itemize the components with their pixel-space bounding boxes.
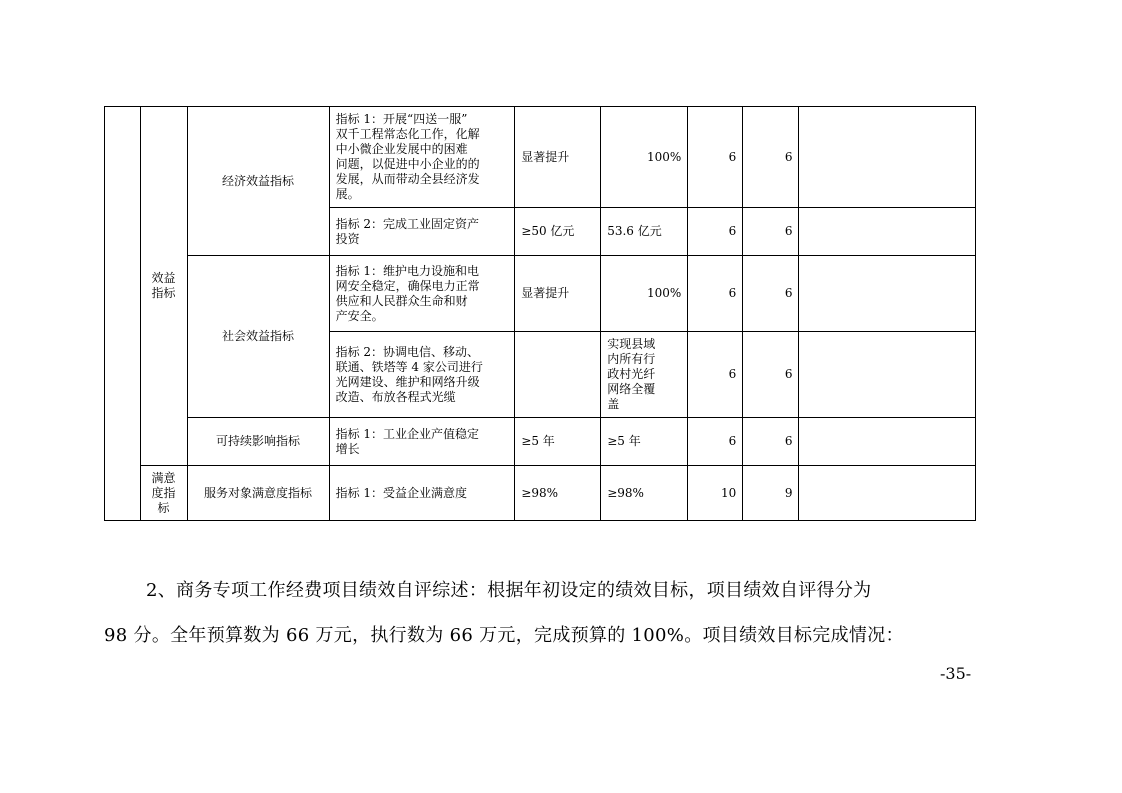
actual-value: 53.6 亿元 — [601, 208, 688, 256]
target-value: 显著提升 — [515, 256, 601, 332]
indicator-text: 指标 2：协调电信、移动、 联通、铁塔等 4 家公司进行 光网建设、维护和网络升级 改造、布放各程式光缆 — [329, 332, 515, 418]
indicator-text: 指标 1：工业企业产值稳定 增长 — [329, 418, 515, 466]
sub-indicator-satisfaction: 服务对象满意度指标 — [187, 466, 329, 521]
weight-value: 6 — [688, 418, 743, 466]
table-row — [105, 107, 976, 208]
target-value: ≥50 亿元 — [515, 208, 601, 256]
target-value: 显著提升 — [515, 107, 601, 208]
weight-value: 6 — [688, 332, 743, 418]
category-satisfaction: 满意 度指 标 — [140, 466, 187, 521]
indicator-text: 指标 1：维护电力设施和电 网安全稳定，确保电力正常 供应和人民群众生命和财 产安全。 — [329, 256, 515, 332]
indicator-text: 指标 1：受益企业满意度 — [329, 466, 515, 521]
actual-value: 100% — [601, 256, 688, 332]
indicator-text: 指标 1：开展“四送一服” 双千工程常态化工作，化解 中小微企业发展中的困难 问题，以促进中小企业的的 发展，从而带动全县经济发 展。 — [329, 107, 515, 208]
summary-paragraph-line-2: 98 分。全年预算数为 66 万元，执行数为 66 万元，完成预算的 100%。项目绩效目标完成情况： — [104, 625, 904, 646]
score-value: 6 — [743, 418, 799, 466]
sub-indicator-social: 社会效益指标 — [187, 256, 329, 418]
score-value: 6 — [743, 208, 799, 256]
target-value: ≥5 年 — [515, 418, 601, 466]
score-value: 6 — [743, 107, 799, 208]
weight-value: 6 — [688, 208, 743, 256]
outer-blank-cell — [105, 107, 141, 521]
sub-indicator-sustainable: 可持续影响指标 — [187, 418, 329, 466]
indicator-text: 指标 2：完成工业固定资产 投资 — [329, 208, 515, 256]
performance-table — [104, 106, 976, 521]
page-number: -35- — [940, 664, 972, 683]
note-cell — [799, 332, 976, 418]
actual-value: 实现县域 内所有行 政村光纤 网络全覆 盖 — [601, 332, 688, 418]
weight-value: 10 — [688, 466, 743, 521]
weight-value: 6 — [688, 107, 743, 208]
actual-value: ≥98% — [601, 466, 688, 521]
actual-value: ≥5 年 — [601, 418, 688, 466]
category-benefit: 效益 指标 — [140, 107, 187, 466]
table-row — [105, 466, 976, 521]
table-row — [105, 256, 976, 332]
note-cell — [799, 256, 976, 332]
score-value: 9 — [743, 466, 799, 521]
score-value: 6 — [743, 256, 799, 332]
note-cell — [799, 418, 976, 466]
target-value: ≥98% — [515, 466, 601, 521]
score-value: 6 — [743, 332, 799, 418]
target-value — [515, 332, 601, 418]
actual-value: 100% — [601, 107, 688, 208]
note-cell — [799, 466, 976, 521]
table-row — [105, 418, 976, 466]
summary-paragraph-line-1: 2、商务专项工作经费项目绩效自评综述：根据年初设定的绩效目标，项目绩效自评得分为 — [146, 580, 872, 601]
weight-value: 6 — [688, 256, 743, 332]
note-cell — [799, 107, 976, 208]
sub-indicator-economic: 经济效益指标 — [187, 107, 329, 256]
note-cell — [799, 208, 976, 256]
